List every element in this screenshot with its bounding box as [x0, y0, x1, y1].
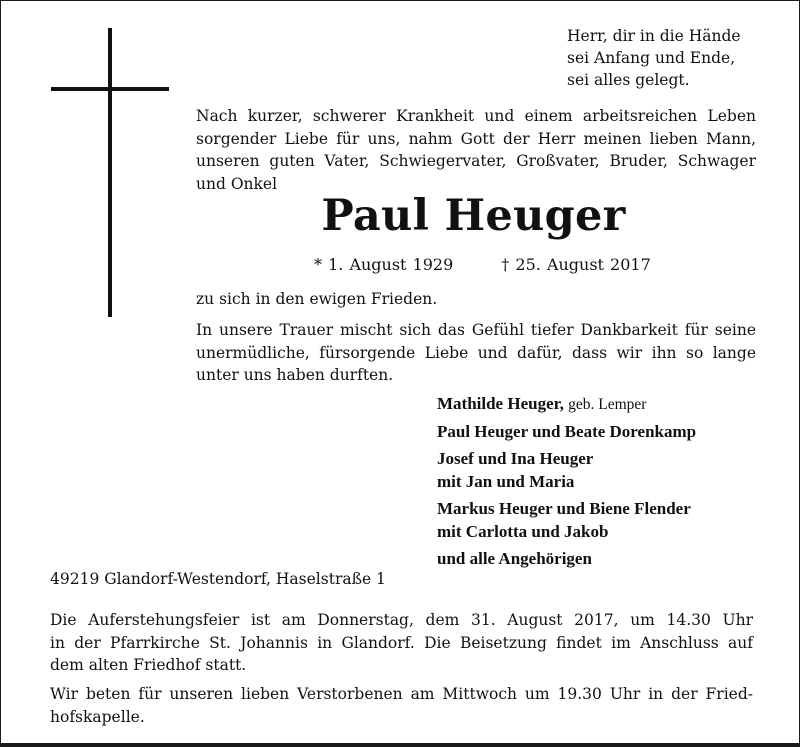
widow-maiden-name: geb. Lemper	[568, 396, 647, 413]
mourner-line: mit Carlotta und Jakob	[437, 522, 609, 541]
verse-line: sei Anfang und Ende,	[567, 49, 736, 67]
mourner-line: Markus Heuger und Biene Flender	[437, 499, 691, 518]
funeral-line: dem alten Friedhof statt.	[50, 656, 247, 674]
mourner-line: Paul Heuger und Beate Dorenkamp	[437, 422, 697, 441]
gratitude-line: In unsere Trauer mischt sich das Gefühl tiefer Dankbarkeit für seine	[196, 321, 756, 339]
verse-line: sei alles gelegt.	[567, 71, 690, 89]
peace-line: zu sich in den ewigen Frieden.	[196, 290, 438, 308]
funeral-info	[50, 609, 753, 677]
prayer-line: hofskapelle.	[50, 707, 145, 726]
intro-paragraph	[196, 105, 756, 195]
intro-line: und Onkel	[196, 174, 278, 193]
gratitude-paragraph	[196, 319, 756, 387]
mourners-list	[437, 392, 696, 570]
intro-line: sorgender Liebe für uns, nahm Gott der Herr meinen lieben Mann,	[196, 129, 756, 148]
mourner-line: mit Jan und Maria	[437, 472, 575, 491]
life-dates	[314, 255, 651, 274]
family-address: 49219 Glandorf-Westendorf, Haselstraße 1	[50, 570, 386, 588]
funeral-line: Die Auferstehungsfeier ist am Donnerstag, dem 31. August 2017, um 14.30 Uhr	[50, 611, 753, 629]
mourner-widow	[437, 392, 696, 416]
mourner-line: Josef und Ina Heuger	[437, 449, 594, 468]
bible-verse	[567, 25, 741, 91]
verse-line: Herr, dir in die Hände	[567, 27, 741, 45]
cross-vertical-bar	[108, 28, 112, 317]
cross-horizontal-bar	[51, 87, 169, 91]
gratitude-line: unter uns haben durften.	[196, 366, 394, 384]
widow-name: Mathilde Heuger,	[437, 394, 564, 413]
death-date: † 25. August 2017	[501, 255, 651, 274]
birth-date: * 1. August 1929	[314, 255, 454, 274]
deceased-name: Paul Heuger	[321, 191, 626, 241]
gratitude-line: unermüdliche, fürsorgende Liebe und dafür, dass wir ihn so lange	[196, 343, 756, 362]
funeral-line: in der Pfarrkirche St. Johannis in Glandorf. Die Beisetzung findet im Anschluss auf	[50, 633, 753, 652]
intro-line: unseren guten Vater, Schwiegervater, Großvater, Bruder, Schwager	[196, 152, 756, 170]
intro-line: Nach kurzer, schwerer Krankheit und einem arbeitsreichen Leben	[196, 107, 756, 125]
prayer-info	[50, 683, 753, 728]
mourner-line: und alle Angehörigen	[437, 549, 592, 568]
prayer-line: Wir beten für unseren lieben Verstorbenen am Mittwoch um 19.30 Uhr in der Fried-	[50, 685, 753, 703]
